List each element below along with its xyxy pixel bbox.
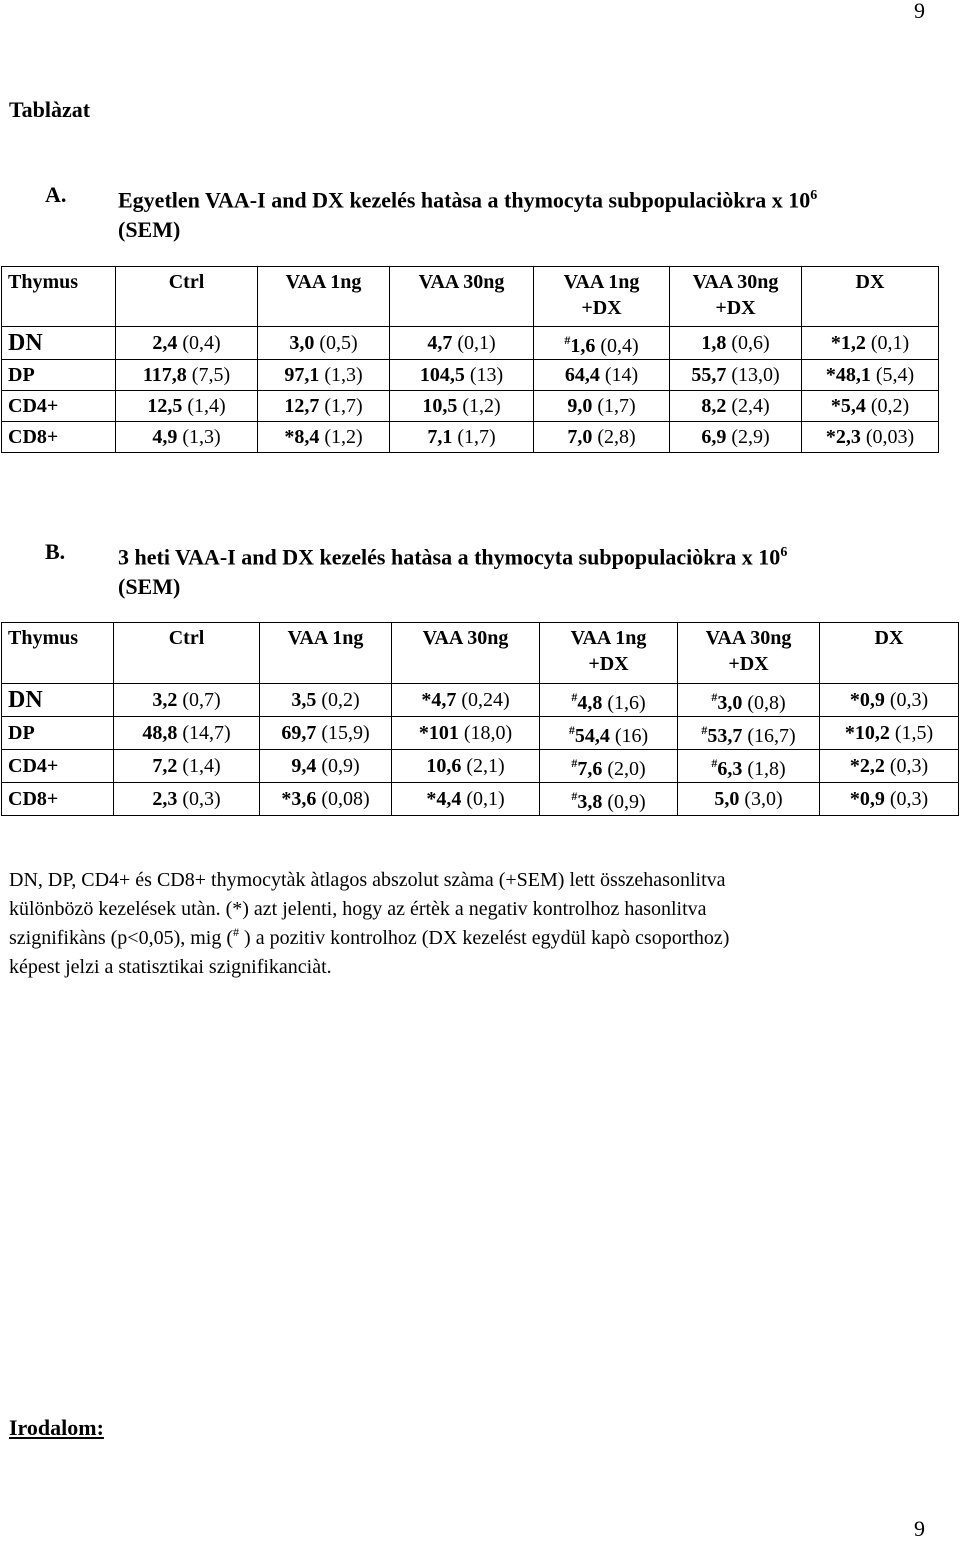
table-cell	[678, 684, 820, 717]
cell-sem: (1,7)	[324, 395, 363, 417]
section-a-title: Egyetlen VAA-I and DX kezelés hatàsa a thymocyta subpopulaciòkra x $10^6$ (SEM)	[118, 187, 818, 243]
cell-value: 10,6	[426, 755, 462, 777]
cell-sem: (2,8)	[597, 426, 636, 448]
cell-value: *4,7	[421, 689, 457, 711]
table-row	[2, 750, 959, 783]
cell-value: *2,2	[849, 755, 885, 777]
cell-value: 3,8	[577, 791, 603, 813]
table-row	[2, 684, 959, 717]
column-header	[258, 267, 390, 327]
cell-sem: (2,4)	[731, 395, 770, 417]
row-label: DN	[2, 327, 116, 360]
cell-value: 4,7	[427, 332, 453, 354]
footnote-line-1: DN, DP, CD4+ és CD8+ thymocytàk àtlagos abszolut szàma (+SEM) lett összehasonlitva	[9, 869, 726, 891]
cell-value: *0,9	[849, 689, 885, 711]
table-cell	[678, 750, 820, 783]
table-cell	[820, 717, 959, 750]
cell-value: 1,6	[570, 335, 596, 357]
footnote-line-4: képest jelzi a statisztikai szignifikanciàt.	[9, 956, 332, 978]
column-header	[534, 267, 670, 327]
significance-mark: #	[568, 723, 575, 737]
column-header	[116, 267, 258, 327]
table-header-row	[2, 623, 959, 684]
cell-value: 104,5	[419, 364, 465, 386]
table-cell	[802, 391, 939, 422]
significance-mark: #	[701, 723, 708, 737]
cell-sem: (1,4)	[187, 395, 226, 417]
table-cell	[390, 391, 534, 422]
cell-sem: (0,3)	[889, 755, 929, 777]
column-header-label: VAA 1ng	[563, 271, 640, 293]
cell-sem: (18,0)	[463, 722, 513, 744]
cell-sem: (0,7)	[182, 689, 221, 711]
table-cell	[534, 327, 670, 360]
section-b-letter: B.	[45, 539, 66, 564]
table-cell	[820, 783, 959, 816]
table-cell	[670, 327, 802, 360]
column-header	[260, 623, 392, 684]
cell-sem: (0,3)	[889, 689, 929, 711]
table-cell	[802, 422, 939, 453]
column-header-label: DX	[855, 271, 885, 293]
column-header-label: VAA 1ng	[287, 627, 364, 649]
table-cell	[802, 327, 939, 360]
cell-value: *5,4	[830, 395, 866, 417]
cell-value: 9,0	[567, 395, 593, 417]
table-cell	[392, 750, 540, 783]
cell-sem: (0,1)	[870, 332, 910, 354]
cell-value: 9,4	[291, 755, 317, 777]
cell-value: *3,6	[281, 788, 317, 810]
cell-sem: (0,3)	[182, 788, 221, 810]
cell-value: 7,0	[567, 426, 593, 448]
table-cell	[534, 391, 670, 422]
column-header-label: VAA 30ng	[705, 627, 792, 649]
significance-mark: #	[564, 333, 571, 347]
cell-sem: (5,4)	[875, 364, 915, 386]
table-a	[1, 266, 939, 453]
cell-value: 10,5	[422, 395, 458, 417]
column-header-label: DX	[874, 627, 904, 649]
cell-sem: (1,6)	[607, 692, 646, 714]
significance-mark: #	[571, 756, 578, 770]
column-header-label: Thymus	[8, 271, 79, 293]
table-cell	[258, 360, 390, 391]
table-cell	[820, 684, 959, 717]
column-header	[820, 623, 959, 684]
cell-value: 12,7	[284, 395, 320, 417]
cell-sem: (13,0)	[731, 364, 780, 386]
cell-value: 97,1	[284, 364, 320, 386]
column-header-label: Ctrl	[168, 627, 205, 649]
cell-value: 6,3	[717, 758, 743, 780]
row-label: CD8+	[2, 783, 114, 816]
row-label: CD4+	[2, 750, 114, 783]
cell-value: 2,4	[152, 332, 178, 354]
cell-sem: (0,2)	[870, 395, 910, 417]
cell-sem: (0,08)	[321, 788, 370, 810]
section-b-title: 3 heti VAA-I and DX kezelés hatàsa a thymocyta subpopulaciòkra x $10^6$ (SEM)	[118, 544, 788, 600]
cell-value: *101	[418, 722, 459, 744]
table-cell	[258, 391, 390, 422]
cell-value: 6,9	[701, 426, 727, 448]
column-header	[670, 267, 802, 327]
table-cell	[116, 391, 258, 422]
column-header-label: +DX	[715, 297, 756, 319]
row-label: DP	[2, 717, 114, 750]
table-cell	[116, 422, 258, 453]
cell-value: *0,9	[849, 788, 885, 810]
table-cell	[540, 684, 678, 717]
table-row	[2, 783, 959, 816]
column-header-label: VAA 1ng	[285, 271, 362, 293]
cell-sem: (0,5)	[319, 332, 358, 354]
table-cell	[670, 360, 802, 391]
cell-sem: (1,3)	[324, 364, 363, 386]
table-cell	[260, 717, 392, 750]
significance-mark: #	[711, 690, 718, 704]
table-row	[2, 391, 939, 422]
column-header	[2, 623, 114, 684]
section-a-letter: A.	[45, 182, 67, 207]
footnote	[9, 866, 909, 982]
cell-value: *8,4	[284, 426, 320, 448]
cell-value: 117,8	[142, 364, 187, 386]
column-header-label: VAA 1ng	[570, 627, 647, 649]
significance-mark: #	[571, 789, 578, 803]
table-cell	[260, 783, 392, 816]
table-row	[2, 327, 939, 360]
cell-value: 4,8	[577, 692, 603, 714]
cell-value: 3,0	[717, 692, 743, 714]
cell-value: *48,1	[825, 364, 871, 386]
cell-value: 64,4	[564, 364, 600, 386]
cell-sem: (0,1)	[457, 332, 496, 354]
cell-sem: (1,7)	[597, 395, 636, 417]
cell-value: 12,5	[147, 395, 183, 417]
cell-sem: (14,7)	[182, 722, 231, 744]
table-cell	[392, 783, 540, 816]
row-label: CD4+	[2, 391, 116, 422]
table-cell	[678, 717, 820, 750]
row-label: DN	[2, 684, 114, 717]
cell-value: 55,7	[691, 364, 727, 386]
table-cell	[390, 327, 534, 360]
cell-sem: (1,5)	[894, 722, 934, 744]
column-header-label: Ctrl	[168, 271, 205, 293]
footnote-line-3: szignifikàns (p<0,05), mig (# ) a pozitiv kontrolhoz (DX kezelést egydül kapò csoporthoz)	[9, 925, 730, 949]
cell-value: 3,2	[152, 689, 178, 711]
table-cell	[820, 750, 959, 783]
cell-value: *2,3	[825, 426, 861, 448]
significance-mark: #	[711, 756, 718, 770]
table-cell	[670, 422, 802, 453]
cell-sem: (0,8)	[747, 692, 786, 714]
cell-sem: (3,0)	[744, 788, 783, 810]
column-header-label: +DX	[581, 297, 622, 319]
table-cell	[258, 422, 390, 453]
cell-value: *10,2	[844, 722, 890, 744]
cell-value: 3,0	[289, 332, 315, 354]
column-header-label: +DX	[728, 653, 769, 675]
table-cell	[392, 717, 540, 750]
cell-sem: (7,5)	[191, 364, 231, 386]
cell-sem: (13)	[469, 364, 504, 386]
table-header-row	[2, 267, 939, 327]
cell-sem: (1,2)	[324, 426, 363, 448]
cell-sem: (2,0)	[607, 758, 646, 780]
table-cell	[678, 783, 820, 816]
cell-sem: (2,9)	[731, 426, 770, 448]
cell-sem: (0,03)	[865, 426, 915, 448]
cell-sem: (16)	[614, 725, 649, 747]
column-header-label: VAA 30ng	[418, 271, 505, 293]
cell-value: 4,9	[152, 426, 178, 448]
cell-sem: (16,7)	[747, 725, 796, 747]
table-cell	[540, 783, 678, 816]
cell-value: *4,4	[426, 788, 462, 810]
cell-value: 54,4	[574, 725, 610, 747]
cell-value: 48,8	[142, 722, 178, 744]
cell-value: 5,0	[714, 788, 740, 810]
significance-mark: #	[571, 690, 578, 704]
cell-sem: (0,1)	[466, 788, 505, 810]
column-header	[392, 623, 540, 684]
table-cell	[114, 783, 260, 816]
table-cell	[540, 750, 678, 783]
cell-value: 7,1	[427, 426, 453, 448]
cell-value: 69,7	[281, 722, 317, 744]
cell-sem: (1,7)	[457, 426, 496, 448]
cell-value: 7,6	[577, 758, 603, 780]
cell-sem: (0,4)	[182, 332, 221, 354]
column-header-label: VAA 30ng	[692, 271, 779, 293]
row-label: CD8+	[2, 422, 116, 453]
table-cell	[258, 327, 390, 360]
cell-sem: (15,9)	[321, 722, 370, 744]
table-b	[1, 622, 959, 816]
table-cell	[260, 684, 392, 717]
cell-value: 8,2	[701, 395, 727, 417]
cell-sem: (0,6)	[731, 332, 770, 354]
page-heading: Tablàzat	[9, 97, 91, 122]
cell-sem: (0,2)	[321, 689, 360, 711]
column-header-label: +DX	[588, 653, 629, 675]
references-heading: Irodalom:	[9, 1415, 104, 1440]
column-header-label: Thymus	[8, 627, 79, 649]
cell-sem: (2,1)	[466, 755, 505, 777]
table-cell	[116, 327, 258, 360]
table-row	[2, 422, 939, 453]
table-cell	[802, 360, 939, 391]
table-row	[2, 717, 959, 750]
page-number-top: 9	[914, 0, 925, 23]
column-header	[390, 267, 534, 327]
table-cell	[390, 360, 534, 391]
table-cell	[114, 717, 260, 750]
table-cell	[390, 422, 534, 453]
cell-sem: (1,4)	[182, 755, 221, 777]
cell-sem: (0,9)	[321, 755, 360, 777]
table-cell	[116, 360, 258, 391]
column-header	[678, 623, 820, 684]
table-cell	[670, 391, 802, 422]
cell-value: 7,2	[152, 755, 178, 777]
table-cell	[114, 684, 260, 717]
cell-value: 2,3	[152, 788, 178, 810]
page-number-bottom: 9	[914, 1516, 925, 1541]
cell-value: 1,8	[701, 332, 727, 354]
table-cell	[114, 750, 260, 783]
column-header	[114, 623, 260, 684]
column-header	[540, 623, 678, 684]
cell-sem: (0,24)	[461, 689, 510, 711]
row-label: DP	[2, 360, 116, 391]
cell-value: *1,2	[830, 332, 866, 354]
table-cell	[540, 717, 678, 750]
cell-sem: (0,3)	[889, 788, 929, 810]
table-row	[2, 360, 939, 391]
table-cell	[392, 684, 540, 717]
column-header	[2, 267, 116, 327]
cell-value: 53,7	[707, 725, 743, 747]
cell-sem: (1,2)	[462, 395, 501, 417]
column-header-label: VAA 30ng	[422, 627, 509, 649]
cell-sem: (0,4)	[600, 335, 639, 357]
table-cell	[260, 750, 392, 783]
cell-sem: (0,9)	[607, 791, 646, 813]
table-cell	[534, 360, 670, 391]
cell-sem: (1,8)	[747, 758, 786, 780]
table-cell	[534, 422, 670, 453]
column-header	[802, 267, 939, 327]
cell-value: 3,5	[291, 689, 317, 711]
footnote-line-2: különbözö kezelések utàn. (*) azt jelenti, hogy az értèk a negativ kontrolhoz hasonlitva	[9, 898, 707, 920]
cell-sem: (1,3)	[182, 426, 221, 448]
cell-sem: (14)	[604, 364, 639, 386]
